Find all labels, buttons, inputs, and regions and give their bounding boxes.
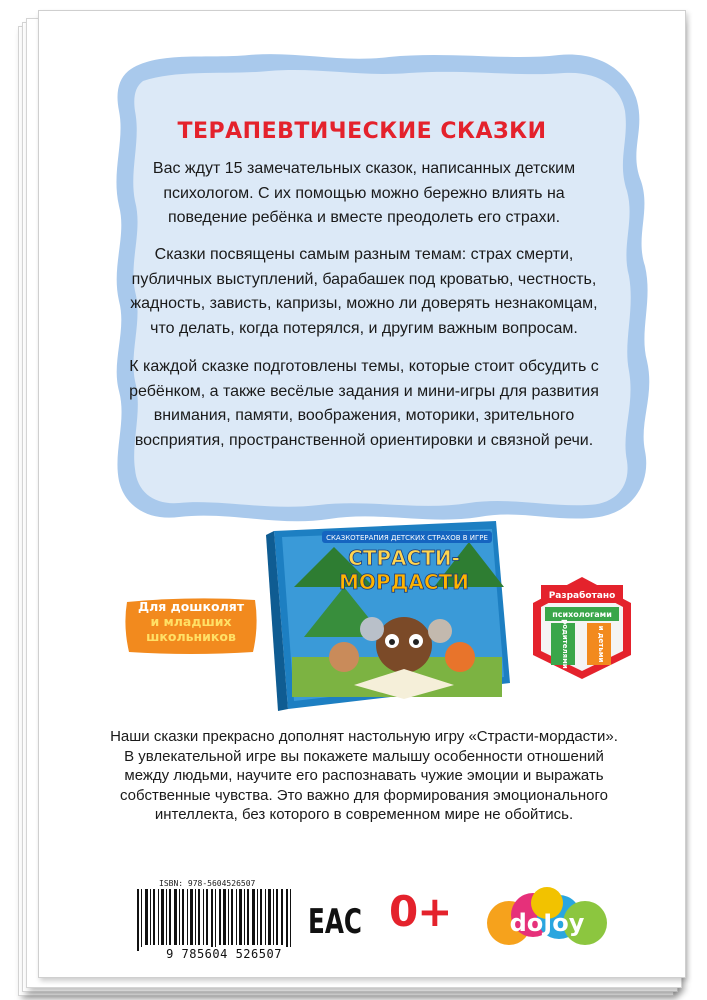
page-title: ТЕРАПЕВТИЧЕСКИЕ СКАЗКИ — [177, 119, 547, 144]
developed-by-badge — [527, 573, 637, 683]
isbn-label: ISBN: 978-5604526507 — [159, 879, 256, 888]
badge-left-line1: Для дошколят — [137, 599, 245, 614]
badge-left-line3: школьников — [146, 629, 236, 644]
game-box-subtitle: СКАЗКОТЕРАПИЯ ДЕТСКИХ СТРАХОВ В ИГРЕ — [326, 534, 488, 542]
description-paragraph-1: Вас ждут 15 замечательных сказок, написанных детским психологом. С их помощью можно бережно влиять на поведение ребёнка и вместе преодолеть его страхи. — [152, 160, 576, 226]
badge-left-line2: и младших — [150, 614, 232, 629]
badge-right-line4: и детьми — [597, 625, 605, 663]
game-box-name-line2: МОРДАСТИ — [339, 570, 469, 594]
badge-right-line1: Разработано — [548, 591, 616, 601]
age-target-badge-text — [127, 599, 255, 644]
eac-certification-mark — [307, 891, 363, 941]
description-paragraph-2: Сказки посвящены самым разным темам: страх смерти, публичных выступлений, барабашек под кроватью, честность, жадность, зависть, капризы, можно ли доверять незнакомцам, что делать, когда потерялся, и другим важным вопросам. — [130, 246, 598, 337]
dojoy-logo-text: doJoy — [509, 909, 585, 937]
description-paragraph-3: К каждой сказке подготовлены темы, которые стоит обсудить с ребёнком, а также весёлые задания и мини-игры для развития внимания, памяти, воображения, моторики, зрительного восприятия, пространственной ориентировки и связной речи. — [129, 358, 599, 449]
board-game-paragraph: Наши сказки прекрасно дополнят настольную игру «Страсти-мордасти». В увлекательной игре вы покажете малышу особенности отношений между людьми, научите его распознавать чужие эмоции и выражать собственные чувства. Это важно для формирования эмоционального интеллекта, без которого в современном мире не обойтись. — [110, 728, 618, 823]
badge-right-line2: психологами — [552, 610, 612, 619]
eac-mark-text: EAC — [308, 902, 362, 942]
dojoy-logo — [483, 879, 613, 959]
age-rating: 0+ — [389, 887, 452, 936]
game-box-name-line1: СТРАСТИ- — [348, 546, 460, 570]
game-box-image — [264, 517, 514, 713]
book-back-cover — [38, 10, 686, 978]
badge-right-line3: родителями — [561, 619, 569, 669]
barcode-number: 9 785604 526507 — [139, 947, 309, 961]
